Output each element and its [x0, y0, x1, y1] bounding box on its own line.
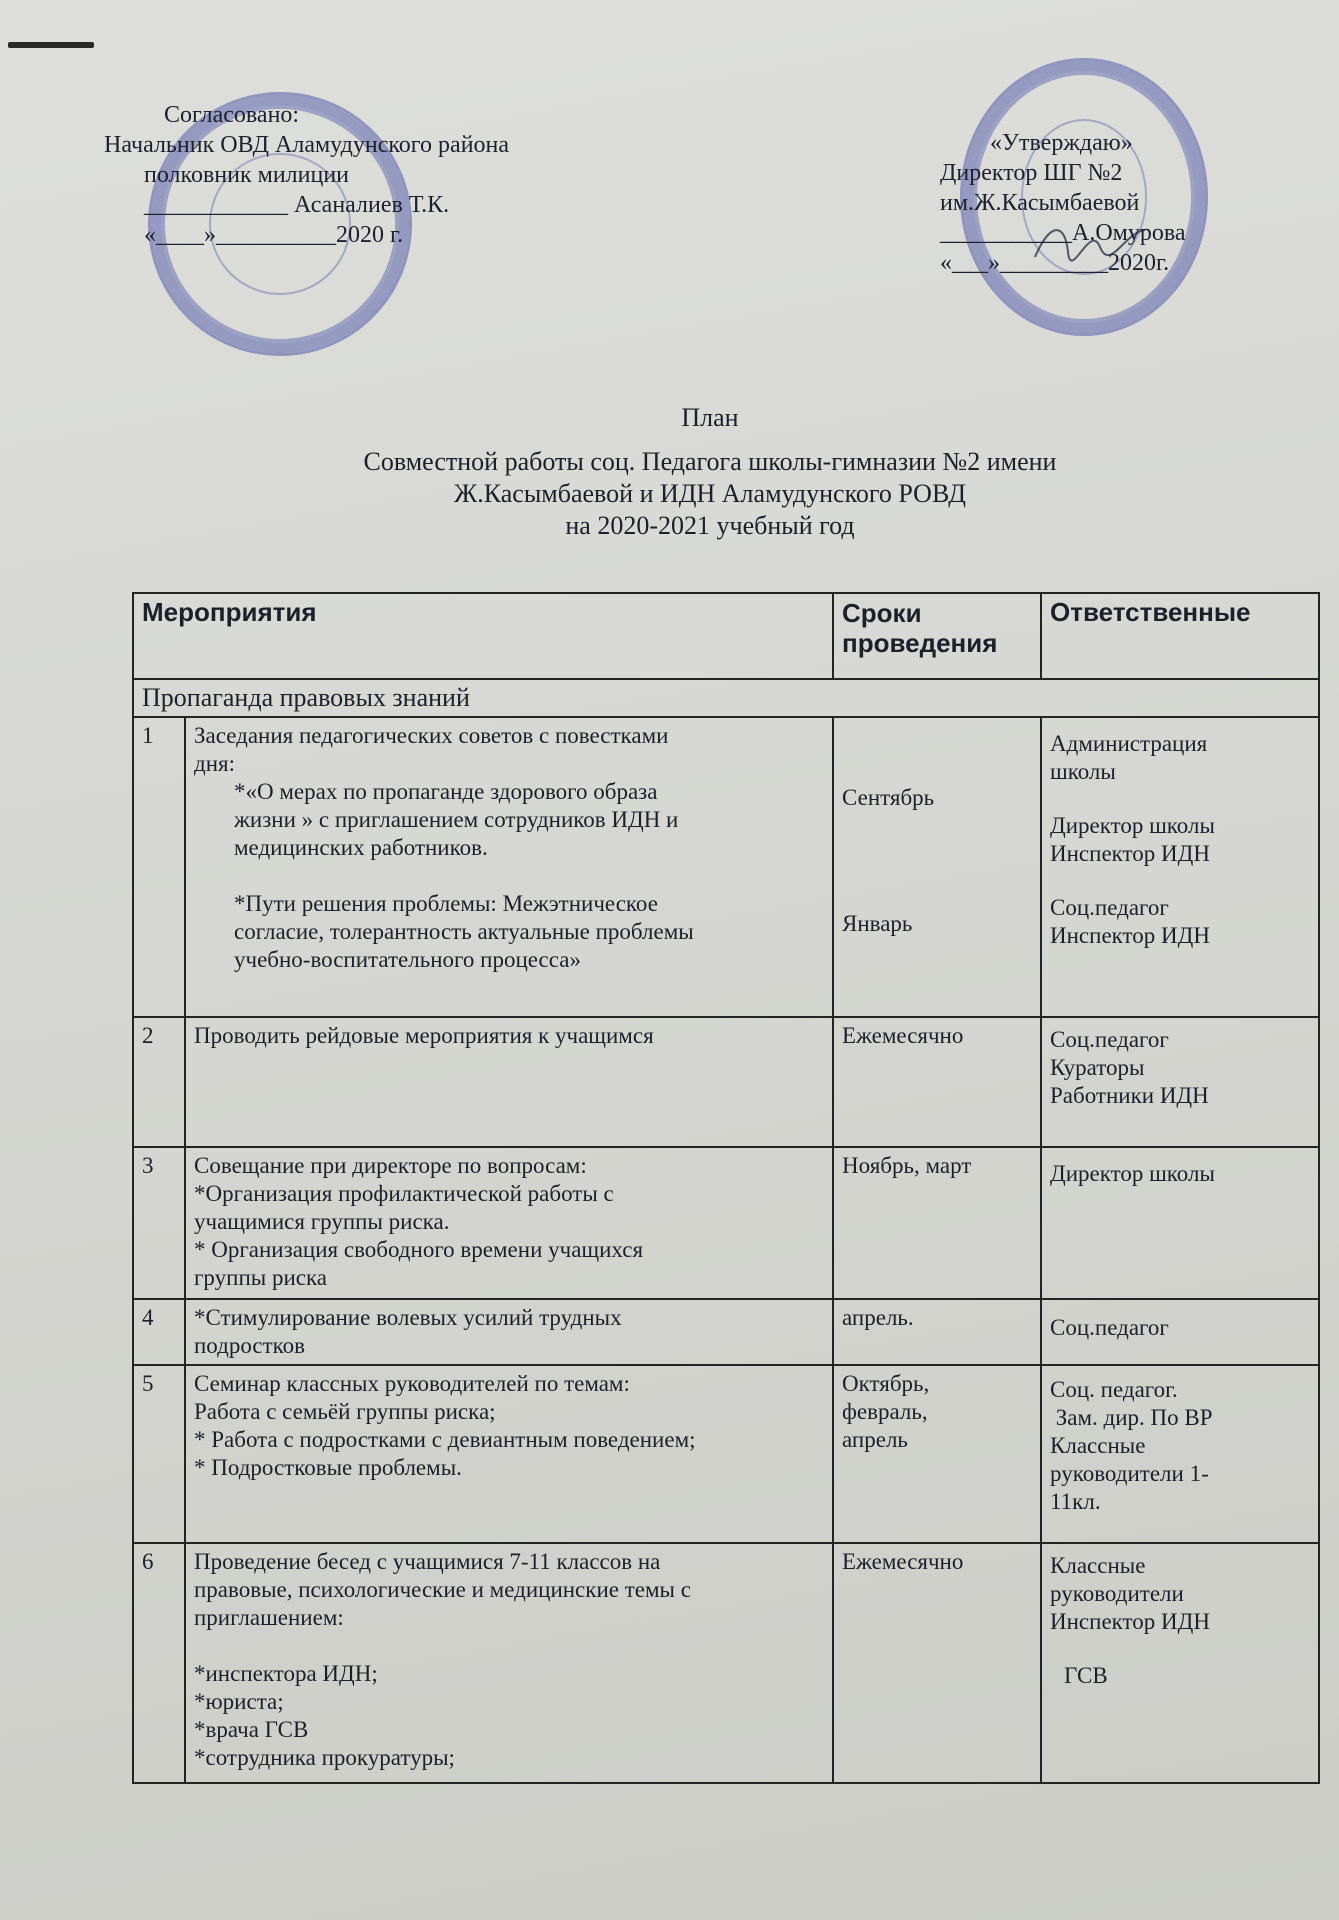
event-line: учебно-воспитательного процесса» — [234, 947, 581, 972]
event-line: согласие, толерантность актуальные проблемы — [234, 919, 694, 944]
row-responsible — [1041, 1147, 1319, 1299]
row-event — [185, 1147, 833, 1299]
row-dates — [833, 717, 1041, 1017]
date-line: апрель. — [842, 1305, 914, 1330]
agreed-line: «____»__________2020 г. — [144, 222, 404, 248]
row-event — [185, 1299, 833, 1365]
row-responsible — [1041, 1017, 1319, 1147]
responsible-line: руководители 1- — [1050, 1461, 1209, 1486]
row-responsible — [1041, 1543, 1319, 1783]
event-line: жизни » с приглашением сотрудников ИДН и — [234, 807, 679, 832]
plan-table — [132, 592, 1320, 1784]
row-dates — [833, 1017, 1041, 1147]
row-number: 5 — [133, 1365, 185, 1543]
responsible-line: Зам. дир. По ВР — [1050, 1405, 1213, 1430]
responsible-line: Инспектор ИДН — [1050, 1609, 1210, 1634]
event-line: Семинар классных руководителей по темам: — [194, 1371, 630, 1396]
event-line: Заседания педагогических советов с повестками — [194, 723, 669, 748]
event-line: *Стимулирование волевых усилий трудных — [194, 1305, 622, 1330]
approved-line: Директор ШГ №2 — [940, 160, 1123, 186]
row-event — [185, 1017, 833, 1147]
date-line: апрель — [842, 1427, 908, 1452]
event-line: медицинских работников. — [234, 835, 488, 860]
row-responsible — [1041, 1365, 1319, 1543]
agreed-line: Согласовано: — [164, 102, 300, 128]
title-line: Совместной работы соц. Педагога школы-гимназии №2 имени — [363, 447, 1057, 476]
event-line: *Пути решения проблемы: Межэтническое — [234, 891, 658, 916]
title-line: Ж.Касымбаевой и ИДН Аламудунского РОВД — [453, 479, 967, 508]
header-dates: Сроки проведения — [833, 593, 1041, 679]
event-line: Совещание при директоре по вопросам: — [194, 1153, 587, 1178]
responsible-line: Администрация — [1050, 731, 1208, 756]
approved-block — [940, 128, 1186, 278]
responsible-line: Классные — [1050, 1433, 1146, 1458]
agreed-block — [104, 100, 509, 250]
date-line: Ежемесячно — [842, 1023, 964, 1048]
row-dates — [833, 1543, 1041, 1783]
event-line: *Организация профилактической работы с — [194, 1181, 614, 1206]
event-line: *юриста; — [194, 1689, 284, 1714]
event-line: Проводить рейдовые мероприятия к учащимся — [194, 1023, 654, 1048]
event-line: приглашением: — [194, 1605, 344, 1630]
date-line: Ноябрь, март — [842, 1153, 972, 1178]
event-line: учащимися группы риска. — [194, 1209, 450, 1234]
responsible-line: Соц.педагог — [1050, 1027, 1169, 1052]
date-line: февраль, — [842, 1399, 928, 1424]
agreed-line: ____________ Асаналиев Т.К. — [144, 192, 450, 218]
date-line: Сентябрь — [842, 785, 935, 810]
date-line: Октябрь, — [842, 1371, 930, 1396]
row-dates — [833, 1299, 1041, 1365]
header-events: Мероприятия — [133, 593, 833, 679]
event-line: *сотрудника прокуратуры; — [194, 1745, 455, 1770]
event-line: *инспектора ИДН; — [194, 1661, 378, 1686]
responsible-line: Соц.педагог — [1050, 895, 1169, 920]
section-title: Пропаганда правовых знаний — [133, 679, 1319, 717]
event-line: Работа с семьёй группы риска; — [194, 1399, 496, 1424]
event-line: *врача ГСВ — [194, 1717, 309, 1742]
table-row — [133, 1365, 1319, 1543]
row-number: 1 — [133, 717, 185, 1017]
row-responsible — [1041, 717, 1319, 1017]
row-dates — [833, 1365, 1041, 1543]
responsible-line: школы — [1050, 759, 1116, 784]
responsible-line: руководители — [1050, 1581, 1184, 1606]
row-dates — [833, 1147, 1041, 1299]
event-line: * Организация свободного времени учащихся — [194, 1237, 644, 1262]
responsible-line: Работники ИДН — [1050, 1083, 1209, 1108]
approved-line: «Утверждаю» — [990, 130, 1133, 156]
document-title — [140, 402, 1280, 542]
event-line: группы риска — [194, 1265, 328, 1290]
row-event — [185, 717, 833, 1017]
responsible-line: Соц.педагог — [1050, 1315, 1169, 1340]
event-line: *«О мерах по пропаганде здорового образа — [234, 779, 658, 804]
table-row — [133, 717, 1319, 1017]
responsible-line: Соц. педагог. — [1050, 1377, 1178, 1402]
approved-line: «___»_________2020г. — [940, 250, 1170, 276]
date-line: Январь — [842, 911, 913, 936]
header-responsible: Ответственные — [1041, 593, 1319, 679]
row-responsible — [1041, 1299, 1319, 1365]
agreed-line: Начальник ОВД Аламудунского района — [104, 132, 510, 158]
responsible-line: 11кл. — [1050, 1489, 1101, 1514]
row-number: 6 — [133, 1543, 185, 1783]
event-line: правовые, психологические и медицинские темы с — [194, 1577, 691, 1602]
row-event — [185, 1543, 833, 1783]
responsible-line: Директор школы — [1050, 813, 1215, 838]
responsible-line: Инспектор ИДН — [1050, 923, 1210, 948]
event-line: подростков — [194, 1333, 306, 1358]
top-edge-mark — [8, 42, 94, 48]
table-row — [133, 1299, 1319, 1365]
event-line: Проведение бесед с учащимися 7-11 классов на — [194, 1549, 661, 1574]
row-number: 2 — [133, 1017, 185, 1147]
event-line: * Работа с подростками с девиантным поведением; — [194, 1427, 696, 1452]
header-row — [133, 593, 1319, 679]
event-line: * Подростковые проблемы. — [194, 1455, 462, 1480]
responsible-line: Директор школы — [1050, 1161, 1215, 1186]
title-line: на 2020-2021 учебный год — [565, 511, 855, 540]
row-number: 4 — [133, 1299, 185, 1365]
agreed-line: полковник милиции — [144, 162, 350, 188]
responsible-line: Кураторы — [1050, 1055, 1145, 1080]
event-line: дня: — [194, 751, 235, 776]
date-line: Ежемесячно — [842, 1549, 964, 1574]
row-event — [185, 1365, 833, 1543]
table-row — [133, 1543, 1319, 1783]
table-row — [133, 1147, 1319, 1299]
row-number: 3 — [133, 1147, 185, 1299]
table-row — [133, 1017, 1319, 1147]
title-heading: План — [681, 403, 739, 432]
responsible-line: ГСВ — [1064, 1663, 1108, 1688]
section-row — [133, 679, 1319, 717]
responsible-line: Классные — [1050, 1553, 1146, 1578]
approved-line: ___________А.Омурова — [940, 220, 1186, 246]
responsible-line: Инспектор ИДН — [1050, 841, 1210, 866]
approved-line: им.Ж.Касымбаевой — [940, 190, 1140, 216]
